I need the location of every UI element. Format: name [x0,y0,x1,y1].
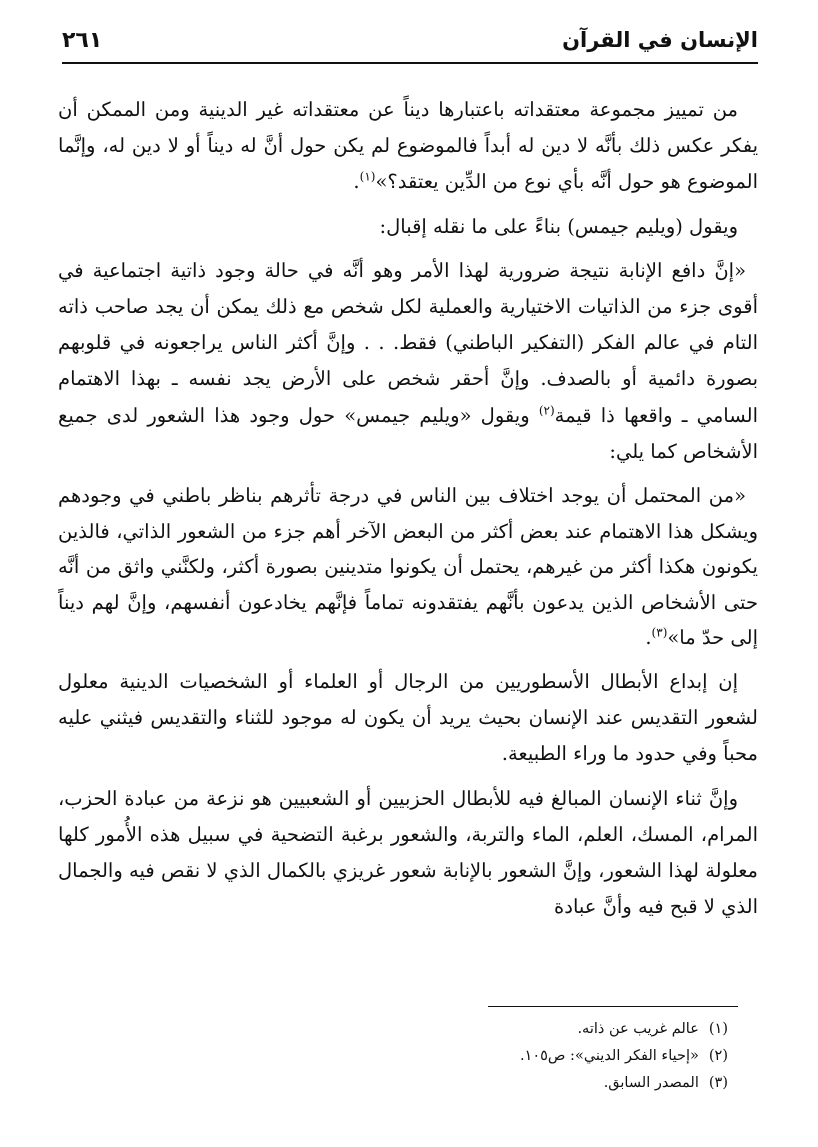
footnote-text: المصدر السابق. [603,1075,699,1091]
main-text [58,92,758,925]
footnotes [520,1016,728,1097]
paragraph-5: إن إبداع الأبطال الأسطوريين من الرجال أو العلماء أو الشخصيات الدينية معلول لشعور التقديس عند الإنسان بحيث يريد أن يكون له موجود للثناء والتقديس فيثني عليه محباً وفي حدود ما وراء الطبيعة. [58,670,758,766]
footnote-divider [488,1006,738,1007]
footnote-item [520,1043,728,1070]
footnote-number: (٢) [708,1048,728,1064]
paragraph-2: ويقول (ويليم جيمس) بناءً على ما نقله إقبال: [379,214,738,238]
paragraph-3 [58,253,758,470]
footnote-ref-3: (٣) [651,625,668,640]
page-header [62,28,758,64]
paragraph-4-text: «من المحتمل أن يوجد اختلاف بين الناس في درجة تأثرهم بناظر باطني في وجودهم ويشكل هذا الاهتمام عند بعض أكثر من البعض الآخر أهم جزء من الشعور الذاتي، فالذين يكونون هكذا أكثر من غيرهم، يحتمل أن يكونوا متدينين بصورة أكثر، ولكنَّني واثق من أنَّه حتى الأشخاص الذين يدعون بأنَّهم يفتقدونه تماماً فإنَّهم يخادعون أنفسهم، وإنَّ لهم ديناً إلى حدّ ما» [58,484,758,650]
paragraph-3-tail: ويقول «ويليم جيمس» حول وجود هذا الشعور لدى جميع الأشخاص كما يلي: [58,403,758,463]
footnote-ref-1: (١) [359,169,376,184]
paragraph-4 [58,478,758,656]
paragraph-3-text: «إنَّ دافع الإنابة نتيجة ضرورية لهذا الأمر وهو أنَّه في حالة وجود ذاتية اجتماعية في أقوى جزء من الذاتيات الاختيارية والعملية لكل شخص مع ذلك يمكن أن يجد صاحب ذاته التام في عالم الفكر (التفكير الباطني) فقط. . . وإنَّ أكثر الناس يراجعونه في قلوبهم بصورة دائمية أو بالصدف. وإنَّ أحقر شخص على الأرض يجد نفسه ـ بهذا الاهتمام السامي ـ واقعها ذا قيمة [58,258,758,427]
footnote-item [520,1070,728,1097]
paragraph-1-text: من تمييز مجموعة معتقداته باعتبارها ديناً عن معتقداته غير الدينية ومن الممكن أن يفكر عكس ذلك بأنَّه لا دين له أبداً فالموضوع لم يكن حول أنَّ له ديناً أو لا دين له، وإنَّما الموضوع هو حول أنَّه بأي نوع من الدِّين يعتقد؟» [58,98,758,194]
footnote-text: «إحياء الفكر الديني»: ص١٠٥. [519,1048,699,1064]
paragraph-1 [58,92,758,201]
footnote-item [520,1016,728,1043]
running-title: الإنسان في القرآن [562,28,758,52]
paragraph-6: وإنَّ ثناء الإنسان المبالغ فيه للأبطال الحزبيين أو الشعبيين هو نزعة من عبادة الحزب، المرام، المسك، العلم، الماء والتربة، والشعور برغبة التضحية في سبيل هذه الأُمور كلها معلولة لهذا الشعور، وإنَّ الشعور بالإنابة شعور غريزي بالكمال الذي لا نقص فيه والجمال الذي لا قبح فيه وأنَّ عبادة [58,786,758,919]
page-number: ٢٦١ [62,28,103,53]
paragraph-1-tail: . [353,170,360,194]
footnote-text: عالم غريب عن ذاته. [577,1021,699,1037]
paragraph-4-tail: . [645,626,652,650]
footnote-ref-2: (٢) [538,403,555,418]
footnote-number: (٣) [708,1075,728,1091]
footnote-number: (١) [708,1021,728,1037]
